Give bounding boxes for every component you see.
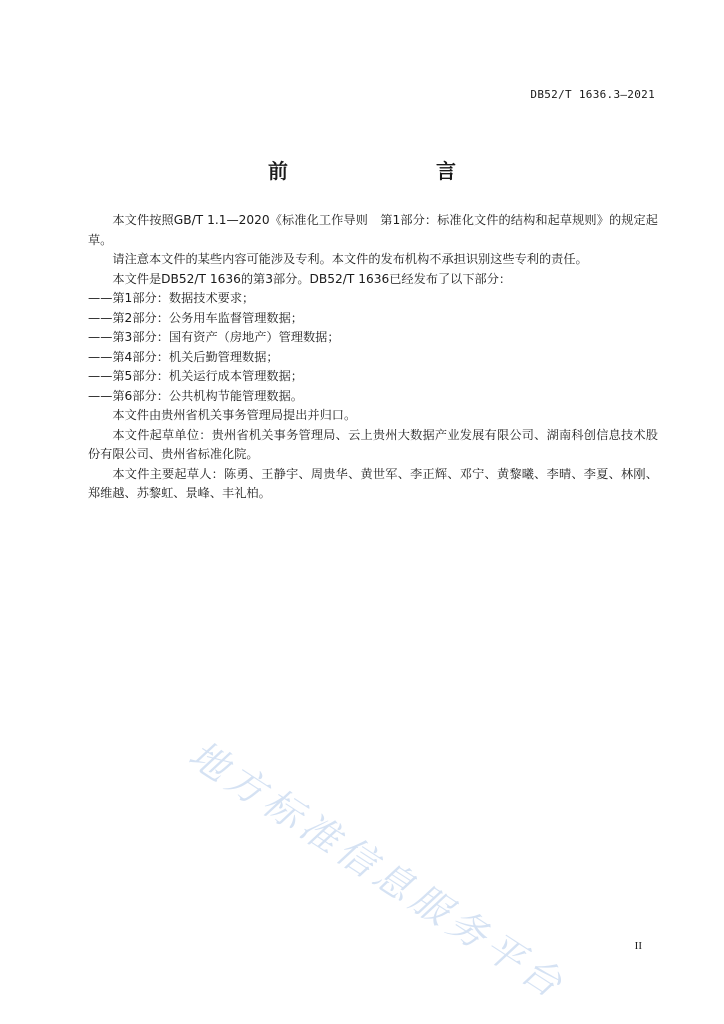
document-body bbox=[88, 211, 658, 504]
watermark: 地方标准信息服务平台 bbox=[181, 731, 575, 1009]
paragraph: 请注意本文件的某些内容可能涉及专利。本文件的发布机构不承担识别这些专利的责任。 bbox=[112, 252, 588, 266]
list-item: ——第2部分：公务用车监督管理数据； bbox=[88, 310, 303, 325]
list-item: ——第4部分：机关后勤管理数据； bbox=[88, 349, 279, 364]
paragraph: 本文件是DB52/T 1636的第3部分。DB52/T 1636已经发布了以下部分： bbox=[112, 271, 512, 286]
list-item: ——第3部分：国有资产（房地产）管理数据； bbox=[88, 330, 340, 344]
paragraph: 本文件按照GB/T 1.1—2020《标准化工作导则 第1部分：标准化文件的结构和起草规则》的规定起草。 bbox=[88, 213, 658, 247]
paragraph: 本文件由贵州省机关事务管理局提出并归口。 bbox=[112, 408, 357, 422]
paragraph: 本文件主要起草人：陈勇、王静宇、周贵华、黄世军、李正辉、邓宁、黄黎曦、李晴、李夏、林刚、郑维越、苏黎虹、景峰、丰礼柏。 bbox=[88, 466, 658, 500]
doc-code: DB52/T 1636.3—2021 bbox=[530, 88, 655, 101]
page-number: II bbox=[634, 940, 642, 952]
list-item: ——第1部分：数据技术要求； bbox=[88, 291, 255, 305]
paragraph: 本文件起草单位：贵州省机关事务管理局、云上贵州大数据产业发展有限公司、湖南科创信息技术股份有限公司、贵州省标准化院。 bbox=[88, 427, 658, 461]
list-item: ——第6部分：公共机构节能管理数据。 bbox=[88, 388, 303, 403]
page-title: 前 言 bbox=[268, 159, 492, 183]
list-item: ——第5部分：机关运行成本管理数据； bbox=[88, 369, 303, 383]
